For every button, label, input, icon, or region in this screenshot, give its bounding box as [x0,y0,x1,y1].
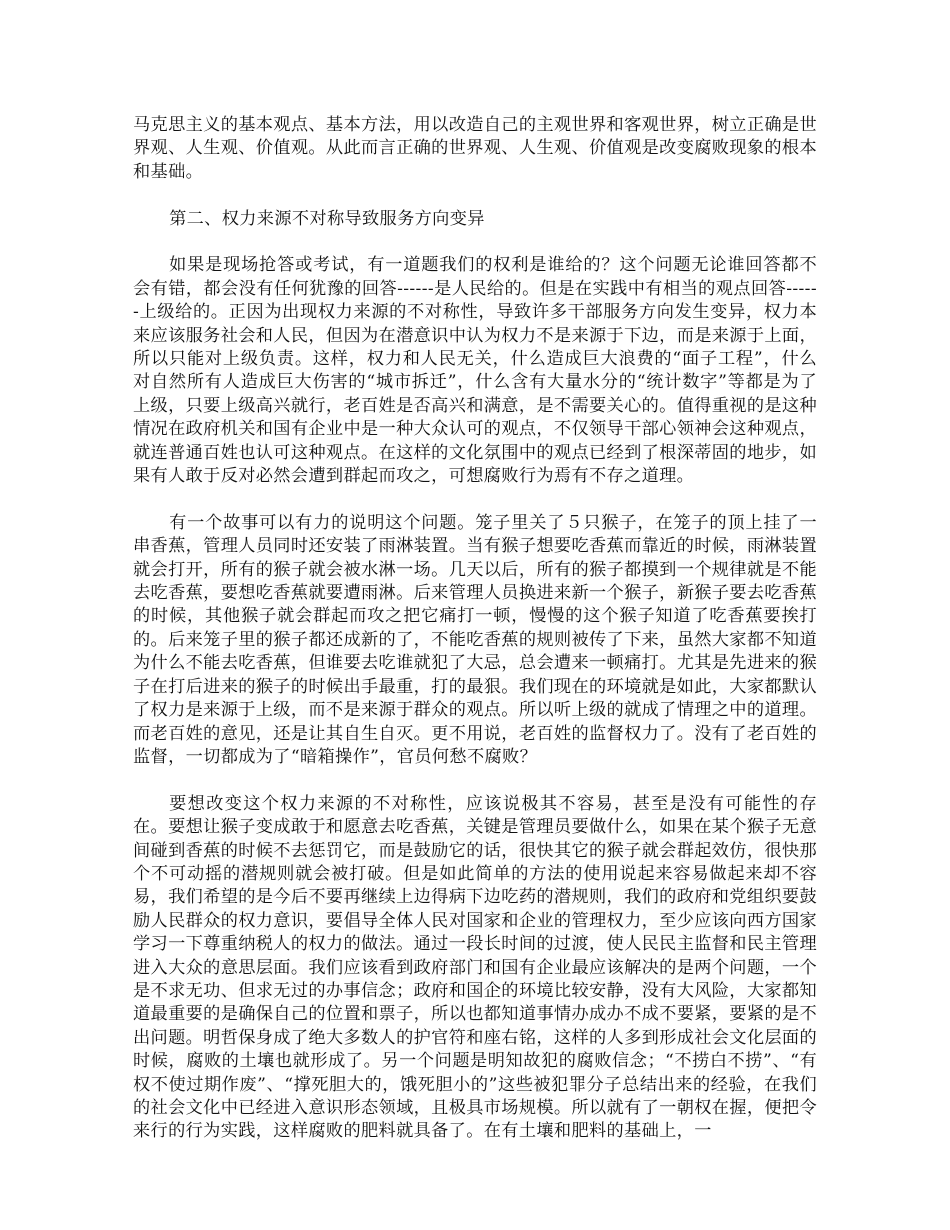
section-heading-2: 第二、权力来源不对称导致服务方向变异 [169,208,485,229]
document-page [133,114,817,1144]
body-paragraph-2: 如果是现场抢答或考试，有一道题我们的权利是谁给的？这个问题无论谁回答都不会有错，都会没有任何犹豫的回答------是人民给的。但是在实践中有相当的观点回答------上级给的。正因为出现权力来源的不对称性，导致许多干部服务方向发生变异，权力本来应该服务社会和人民，但因为在潜意识中认为权力不是来源于下边，而是来源于上面，所以只能对上级负责。这样，权力和人民无关，什么造成巨大浪费的“面子工程”，什么对自然所有人造成巨大伤害的“城市拆迁”，什么含有大量水分的“统计数字”等都是为了上级，只要上级高兴就行，老百姓是否高兴和满意，是不需要关心的。值得重视的是这种情况在政府机关和国有企业中是一种大众认可的观点，不仅领导干部心领神会这种观点，就连普通百姓也认可这种观点。在这样的文化氛围中的观点已经到了根深蒂固的地步，如果有人敢于反对必然会遭到群起而攻之，可想腐败行为焉有不存之道理。 [133,255,817,487]
body-paragraph-3: 有一个故事可以有力的说明这个问题。笼子里关了５只猴子，在笼子的顶上挂了一串香蕉，管理人员同时还安装了雨淋装置。当有猴子想要吃香蕉而靠近的时候，雨淋装置就会打开，所有的猴子就会被水淋一场。几天以后，所有的猴子都摸到一个规律就是不能去吃香蕉，要想吃香蕉就要遭雨淋。后来管理人员换进来新一个猴子，新猴子要去吃香蕉的时候，其他猴子就会群起而攻之把它痛打一顿，慢慢的这个猴子知道了吃香蕉要挨打的。后来笼子里的猴子都还成新的了，不能吃香蕉的规则被传了下来，虽然大家都不知道为什么不能去吃香蕉，但谁要去吃谁就犯了大忌，总会遭来一顿痛打。尤其是先进来的猴子在打后进来的猴子的时候出手最重，打的最狠。我们现在的环境就是如此，大家都默认了权力是来源于上级，而不是来源于群众的观点。所以听上级的就成了情理之中的道理。而老百姓的意见，还是让其自生自灭。更不用说，老百姓的监督权力了。没有了老百姓的监督，一切都成为了“暗箱操作”，官员何愁不腐败？ [133,512,817,767]
body-paragraph-4: 要想改变这个权力来源的不对称性，应该说极其不容易，甚至是没有可能性的存在。要想让猴子变成敢于和愿意去吃香蕉，关键是管理员要做什么，如果在某个猴子无意间碰到香蕉的时候不去惩罚它，而是鼓励它的话，很快其它的猴子就会群起效仿，很快那个不可动摇的潜规则就会被打破。但是如此简单的方法的使用说起来容易做起来却不容易，我们希望的是今后不要再继续上边得病下边吃药的潜规则，我们的政府和党组织要鼓励人民群众的权力意识，要倡导全体人民对国家和企业的管理权力，至少应该向西方国家学习一下尊重纳税人的权力的做法。通过一段长时间的过渡，使人民民主监督和民主管理进入大众的意思层面。我们应该看到政府部门和国有企业最应该解决的是两个问题，一个是不求无功、但求无过的办事信念；政府和国企的环境比较安静，没有大风险，大家都知道最重要的是确保自己的位置和票子，所以也都知道事情办成办不成不要紧，要紧的是不出问题。明哲保身成了绝大多数人的护官符和座右铭，这样的人多到形成社会文化层面的时候，腐败的土壤也就形成了。另一个问题是明知故犯的腐败信念；“不捞白不捞”、“有权不使过期作废”、“撑死胆大的，饿死胆小的”这些被犯罪分子总结出来的经验，在我们的社会文化中已经进入意识形态领域，且极具市场规模。所以就有了一朝权在握，便把令来行的行为实践，这样腐败的肥料就具备了。在有土壤和肥料的基础上，一 [133,793,817,1142]
body-paragraph-1: 马克思主义的基本观点、基本方法，用以改造自己的主观世界和客观世界，树立正确是世界观、人生观、价值观。从此而言正确的世界观、人生观、价值观是改变腐败现象的根本和基础。 [133,115,817,182]
